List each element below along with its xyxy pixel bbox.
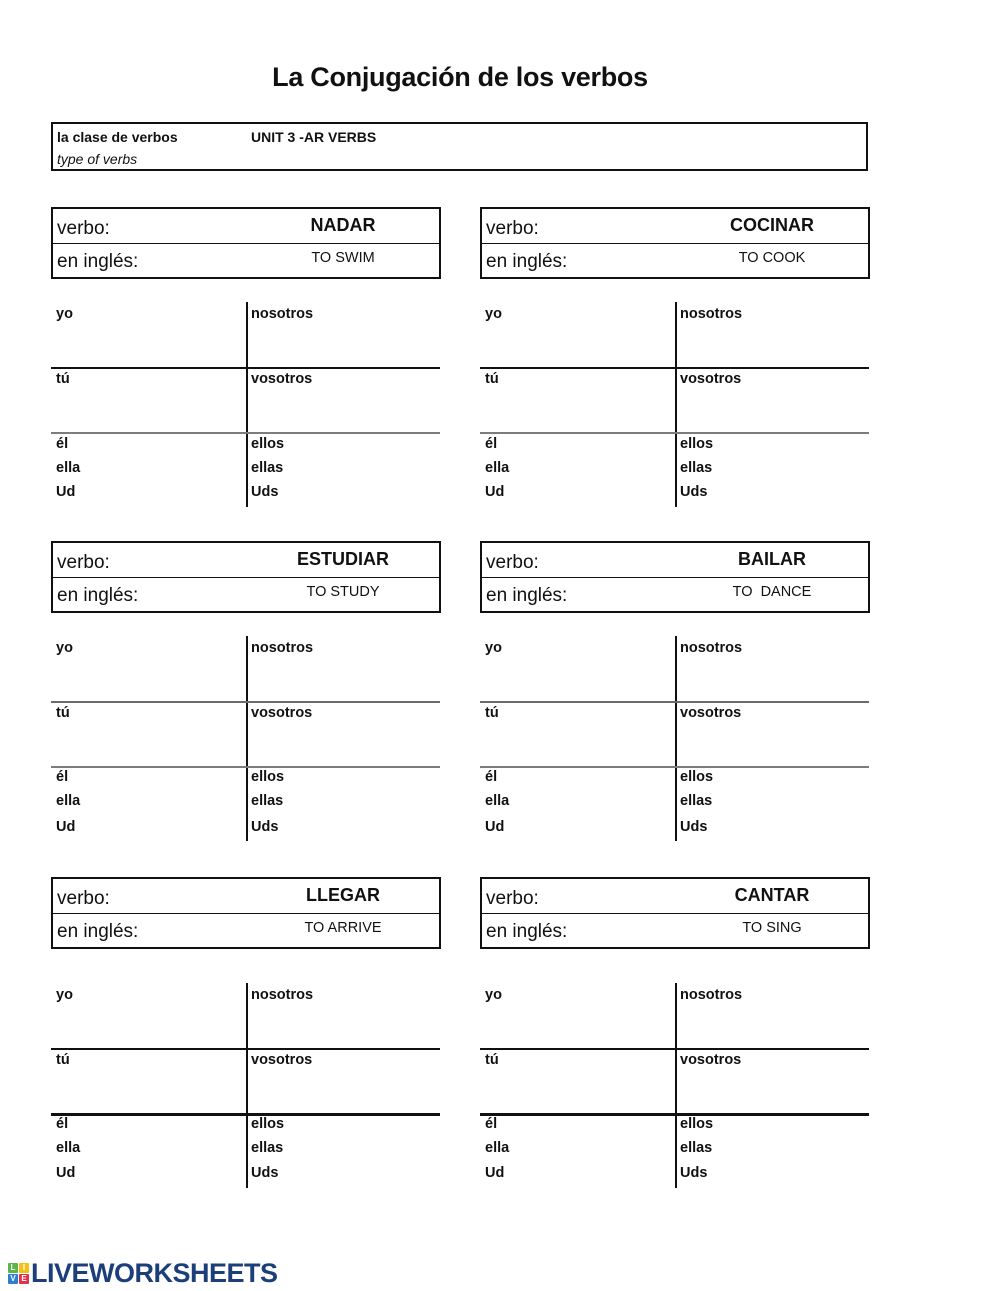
pronoun-ella: ella bbox=[56, 793, 81, 809]
pronoun-el: él bbox=[485, 436, 498, 452]
pronoun-ella: ella bbox=[485, 1140, 510, 1156]
pronoun-tu: tú bbox=[485, 1052, 499, 1068]
verb-box-estudiar bbox=[51, 541, 441, 613]
row-divider bbox=[51, 1048, 440, 1050]
verb-english: TO SWIM bbox=[311, 250, 375, 266]
row-divider bbox=[480, 367, 869, 369]
row-divider bbox=[51, 701, 440, 703]
pronoun-yo: yo bbox=[56, 987, 73, 1003]
live-blocks-icon bbox=[8, 1263, 29, 1284]
pronoun-ellas: ellas bbox=[680, 1140, 713, 1156]
conjugation-table-bailar bbox=[480, 636, 869, 841]
pronoun-ella: ella bbox=[56, 460, 81, 476]
pronoun-yo: yo bbox=[485, 987, 502, 1003]
verb-label: verbo: bbox=[57, 888, 110, 909]
conjugation-table-cantar bbox=[480, 983, 869, 1188]
pronoun-yo: yo bbox=[485, 640, 502, 656]
english-label: en inglés: bbox=[486, 251, 568, 272]
pronoun-ellos: ellos bbox=[251, 769, 285, 785]
pronoun-vosotros: vosotros bbox=[680, 1052, 742, 1068]
verb-class-sublabel: type of verbs bbox=[57, 151, 138, 167]
pronoun-el: él bbox=[485, 769, 498, 785]
pronoun-ud: Ud bbox=[485, 484, 505, 500]
row-divider bbox=[51, 766, 440, 768]
pronoun-tu: tú bbox=[485, 705, 499, 721]
column-divider bbox=[246, 983, 248, 1188]
pronoun-ud: Ud bbox=[56, 1165, 76, 1181]
pronoun-tu: tú bbox=[56, 1052, 70, 1068]
column-divider bbox=[246, 636, 248, 841]
row-divider bbox=[51, 1113, 440, 1116]
logo-block-e: E bbox=[19, 1274, 29, 1284]
pronoun-uds: Uds bbox=[251, 819, 279, 835]
pronoun-vosotros: vosotros bbox=[251, 705, 313, 721]
logo-block-l: L bbox=[8, 1263, 18, 1273]
pronoun-tu: tú bbox=[56, 371, 70, 387]
row-divider bbox=[480, 1048, 869, 1050]
pronoun-ellos: ellos bbox=[251, 436, 285, 452]
verb-class-box bbox=[51, 122, 868, 171]
pronoun-ud: Ud bbox=[56, 819, 76, 835]
verb-english: TO SING bbox=[742, 920, 802, 936]
logo-text: LIVEWORKSHEETS bbox=[31, 1257, 278, 1288]
pronoun-ellos: ellos bbox=[251, 1116, 285, 1132]
verb-box-cocinar bbox=[480, 207, 870, 279]
pronoun-ellos: ellos bbox=[680, 769, 714, 785]
pronoun-vosotros: vosotros bbox=[680, 371, 742, 387]
verb-name: ESTUDIAR bbox=[296, 549, 389, 569]
pronoun-uds: Uds bbox=[680, 819, 708, 835]
column-divider bbox=[675, 983, 677, 1188]
conjugation-table-estudiar bbox=[51, 636, 440, 841]
english-label: en inglés: bbox=[486, 921, 568, 942]
pronoun-ellas: ellas bbox=[251, 793, 284, 809]
verb-english: TO ARRIVE bbox=[304, 920, 382, 936]
pronoun-vosotros: vosotros bbox=[680, 705, 742, 721]
verb-name: BAILAR bbox=[738, 549, 806, 569]
pronoun-ella: ella bbox=[485, 460, 510, 476]
logo-block-i: I bbox=[19, 1263, 29, 1273]
page-title: La Conjugación de los verbos bbox=[272, 62, 648, 92]
row-divider bbox=[480, 1113, 869, 1116]
pronoun-ud: Ud bbox=[485, 819, 505, 835]
verb-label: verbo: bbox=[486, 888, 539, 909]
pronoun-ellas: ellas bbox=[680, 793, 713, 809]
column-divider bbox=[675, 636, 677, 841]
english-label: en inglés: bbox=[57, 585, 139, 606]
pronoun-ella: ella bbox=[485, 793, 510, 809]
verb-name: NADAR bbox=[310, 215, 376, 235]
pronoun-el: él bbox=[56, 436, 69, 452]
verb-box-cantar bbox=[480, 877, 870, 949]
pronoun-ud: Ud bbox=[485, 1165, 505, 1181]
verb-label: verbo: bbox=[57, 552, 110, 573]
pronoun-nosotros: nosotros bbox=[680, 640, 743, 656]
pronoun-nosotros: nosotros bbox=[680, 987, 743, 1003]
pronoun-nosotros: nosotros bbox=[251, 306, 314, 322]
pronoun-nosotros: nosotros bbox=[680, 306, 743, 322]
verb-class-value: UNIT 3 -AR VERBS bbox=[251, 129, 377, 145]
pronoun-tu: tú bbox=[56, 705, 70, 721]
pronoun-uds: Uds bbox=[251, 484, 279, 500]
pronoun-uds: Uds bbox=[680, 484, 708, 500]
row-divider bbox=[480, 432, 869, 434]
verb-label: verbo: bbox=[486, 552, 539, 573]
logo-block-v: V bbox=[8, 1274, 18, 1284]
row-divider bbox=[480, 766, 869, 768]
verb-english: TO STUDY bbox=[306, 584, 380, 600]
conjugation-table-cocinar bbox=[480, 302, 869, 507]
verb-english: TO COOK bbox=[738, 250, 806, 266]
pronoun-uds: Uds bbox=[680, 1165, 708, 1181]
pronoun-ellos: ellos bbox=[680, 1116, 714, 1132]
verb-name: LLEGAR bbox=[306, 885, 380, 905]
verb-name: COCINAR bbox=[730, 215, 814, 235]
verb-name: CANTAR bbox=[734, 885, 810, 905]
verb-label: verbo: bbox=[486, 218, 539, 239]
pronoun-tu: tú bbox=[485, 371, 499, 387]
pronoun-vosotros: vosotros bbox=[251, 371, 313, 387]
verb-box-bailar bbox=[480, 541, 870, 613]
verb-box-nadar bbox=[51, 207, 441, 279]
liveworksheets-logo[interactable] bbox=[8, 1259, 278, 1287]
pronoun-el: él bbox=[485, 1116, 498, 1132]
pronoun-yo: yo bbox=[485, 306, 502, 322]
verb-class-label: la clase de verbos bbox=[57, 129, 178, 145]
pronoun-el: él bbox=[56, 1116, 69, 1132]
english-label: en inglés: bbox=[57, 921, 139, 942]
pronoun-nosotros: nosotros bbox=[251, 640, 314, 656]
pronoun-ellos: ellos bbox=[680, 436, 714, 452]
english-label: en inglés: bbox=[486, 585, 568, 606]
pronoun-ellas: ellas bbox=[680, 460, 713, 476]
pronoun-ud: Ud bbox=[56, 484, 76, 500]
pronoun-nosotros: nosotros bbox=[251, 987, 314, 1003]
conjugation-table-nadar bbox=[51, 302, 440, 507]
column-divider bbox=[675, 302, 677, 507]
pronoun-ella: ella bbox=[56, 1140, 81, 1156]
row-divider bbox=[480, 701, 869, 703]
english-label: en inglés: bbox=[57, 251, 139, 272]
verb-english: TO DANCE bbox=[732, 584, 812, 600]
pronoun-el: él bbox=[56, 769, 69, 785]
row-divider bbox=[51, 367, 440, 369]
pronoun-ellas: ellas bbox=[251, 1140, 284, 1156]
pronoun-uds: Uds bbox=[251, 1165, 279, 1181]
pronoun-ellas: ellas bbox=[251, 460, 284, 476]
column-divider bbox=[246, 302, 248, 507]
verb-box-llegar bbox=[51, 877, 441, 949]
verb-label: verbo: bbox=[57, 218, 110, 239]
conjugation-table-llegar bbox=[51, 983, 440, 1188]
pronoun-yo: yo bbox=[56, 640, 73, 656]
pronoun-vosotros: vosotros bbox=[251, 1052, 313, 1068]
pronoun-yo: yo bbox=[56, 306, 73, 322]
row-divider bbox=[51, 432, 440, 434]
